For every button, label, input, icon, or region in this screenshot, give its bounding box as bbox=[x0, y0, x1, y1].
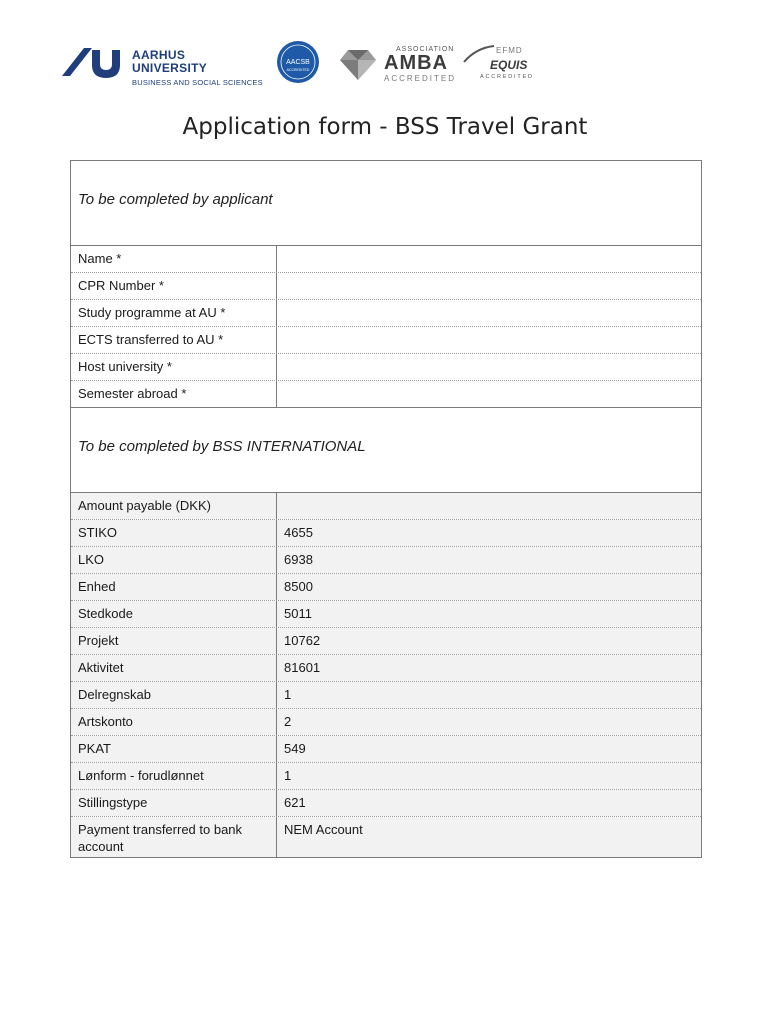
form-row-delregnskab bbox=[71, 682, 701, 709]
row-label: Payment transferred to bank account bbox=[71, 817, 277, 857]
amba-accredited-logo bbox=[336, 44, 456, 84]
form-row-host-university bbox=[71, 354, 701, 381]
aacsb-sublabel: ACCREDITED bbox=[286, 68, 310, 72]
amount-payable-field[interactable] bbox=[277, 493, 701, 519]
aarhus-university-logo bbox=[60, 42, 263, 88]
row-value: 2 bbox=[277, 709, 701, 735]
row-label: Host university * bbox=[71, 354, 277, 380]
application-form-table bbox=[70, 160, 702, 858]
efmd-equis-logo bbox=[460, 42, 540, 86]
row-label: Artskonto bbox=[71, 709, 277, 735]
page-title: Application form - BSS Travel Grant bbox=[182, 114, 588, 140]
form-row-lonform bbox=[71, 763, 701, 790]
row-label: Aktivitet bbox=[71, 655, 277, 681]
amba-name-text: AMBA bbox=[384, 52, 448, 74]
row-label: Stedkode bbox=[71, 601, 277, 627]
au-emblem-icon bbox=[62, 46, 128, 80]
row-label: STIKO bbox=[71, 520, 277, 546]
name-field[interactable] bbox=[277, 246, 701, 272]
form-row-cpr bbox=[71, 273, 701, 300]
row-label: Stillingstype bbox=[71, 790, 277, 816]
row-label: Projekt bbox=[71, 628, 277, 654]
amba-diamond-icon bbox=[336, 48, 380, 82]
row-label: Name * bbox=[71, 246, 277, 272]
row-label: Lønform - forudlønnet bbox=[71, 763, 277, 789]
row-value: NEM Account bbox=[277, 817, 701, 857]
row-label: CPR Number * bbox=[71, 273, 277, 299]
row-value: 549 bbox=[277, 736, 701, 762]
row-value: 10762 bbox=[277, 628, 701, 654]
form-row-payment-transfer bbox=[71, 817, 701, 857]
form-row-amount-payable bbox=[71, 493, 701, 520]
row-value: 1 bbox=[277, 682, 701, 708]
row-label: LKO bbox=[71, 547, 277, 573]
form-row-artskonto bbox=[71, 709, 701, 736]
form-row-stillingstype bbox=[71, 790, 701, 817]
row-label: Delregnskab bbox=[71, 682, 277, 708]
row-value: 81601 bbox=[277, 655, 701, 681]
form-row-projekt bbox=[71, 628, 701, 655]
amba-association-text: ASSOCIATION bbox=[396, 46, 455, 53]
row-value: 1 bbox=[277, 763, 701, 789]
form-row-stiko bbox=[71, 520, 701, 547]
row-value: 5011 bbox=[277, 601, 701, 627]
form-row-lko bbox=[71, 547, 701, 574]
form-row-name bbox=[71, 246, 701, 273]
bss-section-heading bbox=[71, 408, 701, 493]
applicant-section-heading-text: To be completed by applicant bbox=[78, 191, 273, 208]
form-row-stedkode bbox=[71, 601, 701, 628]
bss-section-heading-text: To be completed by BSS INTERNATIONAL bbox=[78, 438, 366, 455]
form-row-pkat bbox=[71, 736, 701, 763]
form-row-semester-abroad bbox=[71, 381, 701, 408]
aacsb-label: AACSB bbox=[286, 59, 310, 66]
au-name-line1: AARHUS bbox=[132, 48, 186, 62]
ects-transferred-field[interactable] bbox=[277, 327, 701, 353]
cpr-number-field[interactable] bbox=[277, 273, 701, 299]
host-university-field[interactable] bbox=[277, 354, 701, 380]
row-label: Enhed bbox=[71, 574, 277, 600]
form-row-enhed bbox=[71, 574, 701, 601]
row-label: Semester abroad * bbox=[71, 381, 277, 407]
row-value: 6938 bbox=[277, 547, 701, 573]
logo-bar bbox=[60, 40, 540, 90]
form-row-ects bbox=[71, 327, 701, 354]
row-label: PKAT bbox=[71, 736, 277, 762]
applicant-section-heading bbox=[71, 161, 701, 246]
row-value: 8500 bbox=[277, 574, 701, 600]
semester-abroad-field[interactable] bbox=[277, 381, 701, 407]
row-label: Amount payable (DKK) bbox=[71, 493, 277, 519]
form-row-aktivitet bbox=[71, 655, 701, 682]
aacsb-accredited-logo bbox=[276, 40, 320, 84]
equis-accredited-text: ACCREDITED bbox=[480, 74, 534, 80]
au-name-line2: UNIVERSITY bbox=[132, 61, 208, 75]
study-programme-field[interactable] bbox=[277, 300, 701, 326]
au-faculty-name: BUSINESS AND SOCIAL SCIENCES bbox=[132, 78, 263, 87]
aacsb-seal-icon bbox=[276, 40, 320, 84]
row-label: ECTS transferred to AU * bbox=[71, 327, 277, 353]
efmd-text: EFMD bbox=[496, 46, 523, 55]
equis-text: EQUIS bbox=[490, 58, 528, 72]
row-label: Study programme at AU * bbox=[71, 300, 277, 326]
row-value: 621 bbox=[277, 790, 701, 816]
amba-accredited-text: ACCREDITED bbox=[384, 74, 457, 83]
form-row-study-programme bbox=[71, 300, 701, 327]
row-value: 4655 bbox=[277, 520, 701, 546]
